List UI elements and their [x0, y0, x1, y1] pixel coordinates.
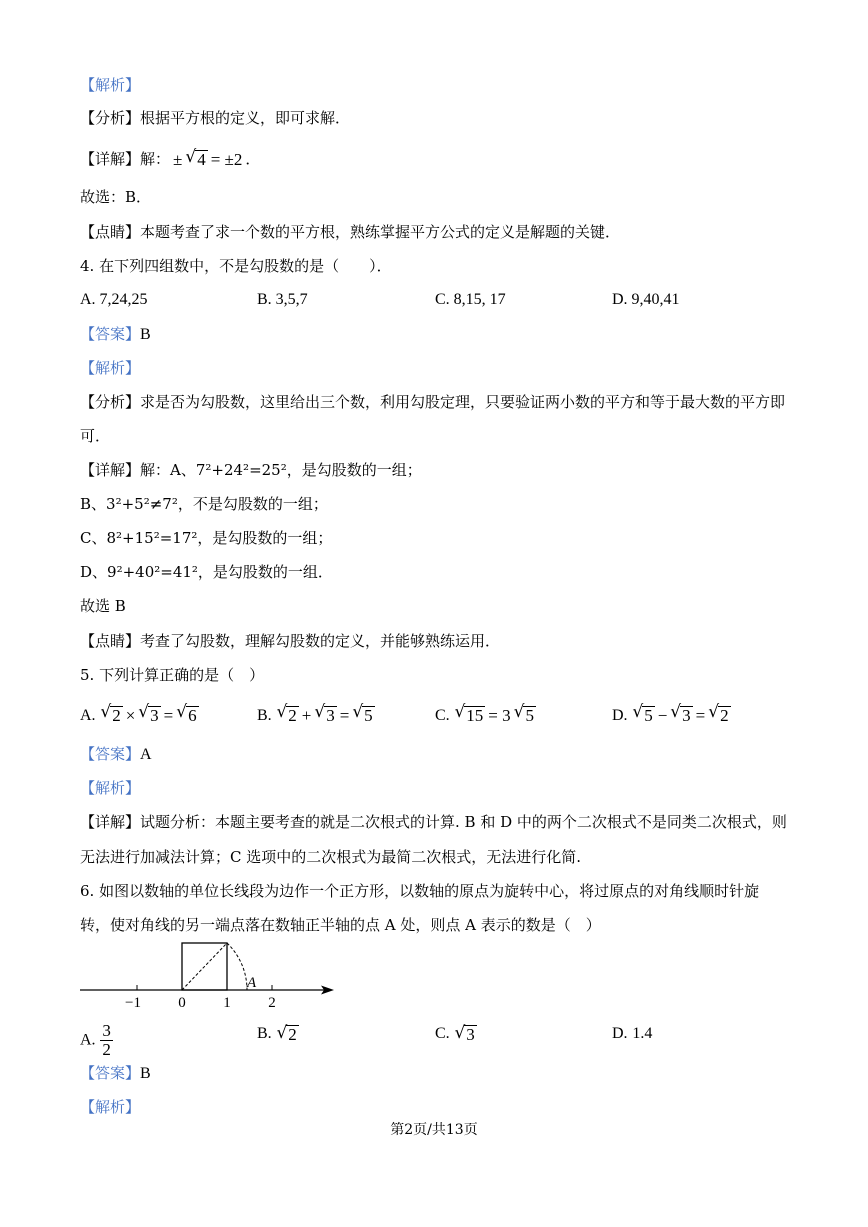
sqrt-expression	[454, 1023, 476, 1046]
option-label: A.	[80, 1031, 96, 1049]
option-label: A.	[80, 707, 96, 724]
sqrt-expression	[176, 702, 198, 730]
fenxi-text: 根据平方根的定义，即可求解．	[140, 109, 351, 127]
remark-tag: 【点睛】	[80, 223, 141, 241]
sqrt-expression	[276, 702, 298, 730]
q6-stem-text: 转，使对角线的另一端点落在数轴正半轴的点 A 处，则点 A 表示的数是（ ）	[80, 916, 601, 934]
q4-stem	[80, 255, 392, 277]
q5-option-d	[612, 701, 731, 730]
remark-line	[80, 221, 620, 243]
sqrt-expression	[708, 702, 730, 730]
q6-option-d	[612, 1022, 652, 1045]
sqrt-expression	[352, 702, 374, 730]
q6-options	[0, 1021, 868, 1059]
denominator: 2	[102, 1040, 111, 1059]
sqrt-expression	[670, 702, 692, 730]
q4-answer	[80, 323, 151, 345]
remark-tag: 【点睛】	[80, 632, 141, 650]
result-expression: = ±2	[210, 150, 243, 169]
q6-option-b	[257, 1022, 299, 1046]
diagonal-dashed-line	[182, 943, 227, 990]
q4-remark-line	[80, 630, 500, 652]
radical-sign: √	[352, 702, 364, 722]
radicand: 2	[720, 706, 729, 725]
sqrt-expression	[632, 702, 654, 730]
fenxi-tag: 【分析】	[80, 109, 141, 127]
option-label: D.	[612, 1025, 628, 1042]
sqrt-expression	[276, 1023, 298, 1046]
q6-analysis-heading	[80, 1096, 140, 1118]
sqrt-expression	[100, 702, 122, 730]
radical-sign: √	[454, 702, 466, 722]
fenxi-tag: 【分析】	[80, 393, 141, 411]
detail-text: 无法进行加减法计算；C 选项中的二次根式为最简二次根式，无法进行化简.	[80, 848, 582, 866]
option-label: C.	[435, 1025, 450, 1042]
q5-detail-line-2	[80, 846, 581, 868]
q4-detail-line-3	[80, 527, 332, 549]
radical-sign: √	[670, 702, 682, 722]
sqrt-expression	[138, 702, 160, 730]
plus-minus-sign: ±	[173, 150, 183, 169]
answer-tag: 【答案】	[80, 745, 141, 763]
q5-option-b	[257, 701, 375, 730]
sentence-end: ．	[245, 150, 261, 168]
answer-value: B	[140, 1065, 151, 1082]
q6-option-a	[80, 1022, 113, 1059]
answer-value: A	[140, 746, 152, 763]
q4-fenxi-line-1	[80, 391, 785, 413]
operator: +	[301, 706, 312, 725]
radical-sign: √	[454, 1022, 466, 1043]
radicand: 3	[326, 706, 335, 725]
tick-label-1: 1	[223, 995, 231, 1011]
radicand: 2	[288, 1024, 297, 1044]
answer-value: B	[140, 326, 151, 343]
radicand: 5	[364, 706, 373, 725]
q4-stem-text: 4. 在下列四组数中，不是勾股数的是（ ）．	[80, 257, 392, 275]
sqrt-expression	[314, 702, 336, 730]
q5-option-c	[435, 701, 536, 730]
numerator: 3	[102, 1021, 111, 1040]
radical-sign: √	[708, 702, 720, 722]
analysis-heading	[80, 74, 140, 96]
tick-label-neg1: −1	[125, 995, 141, 1011]
radicand: 2	[112, 706, 121, 725]
q4-detail-line-1	[80, 459, 422, 481]
radical-sign: √	[276, 702, 288, 722]
q4-analysis-heading	[80, 357, 140, 379]
option-label: D.	[612, 707, 628, 724]
q4-choose-line	[80, 595, 126, 617]
q5-options	[0, 701, 868, 729]
analysis-tag: 【解析】	[80, 1098, 141, 1116]
q4-options	[0, 289, 868, 311]
radicand: 2	[288, 706, 297, 725]
q5-stem-text: 5. 下列计算正确的是（ ）	[80, 666, 265, 684]
page-number: 第2页/共13页	[390, 1122, 478, 1138]
fraction	[100, 1022, 113, 1059]
radicand: 4	[197, 150, 206, 169]
sqrt-expression	[454, 702, 485, 730]
choose-text: 故选：B．	[80, 188, 152, 206]
detail-text: 解：A、7²+24²=25²，是勾股数的一组；	[140, 461, 422, 479]
detail-text: 试题分析：本题主要考查的就是二次根式的计算. B 和 D 中的两个二次根式不是同类二次根式，则	[140, 813, 787, 831]
q4-option-d: D. 9,40,41	[612, 291, 680, 308]
detail-text: D、9²+40²=41²，是勾股数的一组．	[80, 563, 333, 581]
radical-sign: √	[276, 1022, 288, 1043]
q5-detail-line-1	[80, 811, 787, 833]
radical-sign: √	[314, 702, 326, 722]
radical-sign: √	[176, 702, 188, 722]
operator: =	[339, 706, 350, 725]
radicand: 3	[466, 1024, 475, 1044]
answer-tag: 【答案】	[80, 325, 141, 343]
radicand: 3	[150, 706, 159, 725]
q4-option-c: C. 8,15, 17	[435, 291, 506, 308]
radicand: 3	[682, 706, 691, 725]
remark-text: 本题考查了求一个数的平方根，熟练掌握平方公式的定义是解题的关键．	[140, 223, 621, 241]
option-label: B.	[257, 707, 272, 724]
radical-sign: √	[632, 702, 644, 722]
q4-option-a: A. 7,24,25	[80, 291, 148, 308]
analysis-tag: 【解析】	[80, 779, 141, 797]
radical-sign: √	[185, 147, 197, 167]
tick-label-2: 2	[268, 995, 276, 1011]
option-value: 1.4	[632, 1025, 653, 1042]
fenxi-text: 求是否为勾股数，这里给出三个数，利用勾股定理，只要验证两小数的平方和等于最大数的平方即	[140, 393, 786, 411]
q6-option-c	[435, 1022, 477, 1046]
operator: =	[695, 706, 706, 725]
analysis-tag: 【解析】	[80, 76, 141, 94]
radicand: 5	[525, 706, 534, 725]
choose-text: 故选 B	[80, 597, 126, 615]
q5-analysis-heading	[80, 777, 140, 799]
q4-detail-line-4	[80, 561, 333, 583]
detail-tag: 【详解】	[80, 150, 141, 168]
choose-line	[80, 186, 151, 208]
fenxi-text: 可．	[80, 427, 111, 445]
sqrt-expression	[185, 147, 207, 173]
q5-answer	[80, 743, 152, 765]
radicand: 6	[188, 706, 197, 725]
number-line-figure	[0, 930, 360, 1020]
radicand: 15	[466, 706, 484, 725]
q6-answer	[80, 1062, 151, 1084]
analysis-tag: 【解析】	[80, 359, 141, 377]
operator: −	[657, 706, 668, 725]
option-label: B.	[257, 1025, 272, 1042]
analysis-fenxi-line	[80, 107, 350, 129]
option-label: C.	[435, 707, 450, 724]
q5-stem	[80, 664, 264, 686]
q4-fenxi-line-2	[80, 425, 110, 447]
radicand: 5	[644, 706, 653, 725]
detail-prefix: 解：	[140, 150, 171, 168]
q6-stem-text: 6. 如图以数轴的单位长线段为边作一个正方形，以数轴的原点为旋转中心，将过原点的对角线顺时针旋	[80, 882, 760, 900]
q4-option-b: B. 3,5,7	[257, 291, 308, 308]
rotation-arc	[227, 943, 247, 990]
detail-text: B、3²+5²≠7²，不是勾股数的一组；	[80, 495, 328, 513]
q4-detail-line-2	[80, 493, 328, 515]
detail-line	[80, 146, 260, 172]
detail-tag: 【详解】	[80, 461, 141, 479]
radical-sign: √	[513, 702, 525, 722]
page-footer	[0, 1119, 868, 1139]
q6-stem-line-1	[80, 880, 759, 902]
radical-sign: √	[100, 702, 112, 722]
operator: =	[163, 706, 174, 725]
point-a-label: A	[247, 975, 257, 991]
detail-text: C、8²+15²=17²，是勾股数的一组；	[80, 529, 333, 547]
sqrt-expression	[514, 702, 536, 730]
operator: = 3	[488, 706, 511, 725]
answer-tag: 【答案】	[80, 1064, 141, 1082]
q5-option-a	[80, 701, 199, 730]
detail-tag: 【详解】	[80, 813, 141, 831]
operator: ×	[125, 706, 136, 725]
tick-label-0: 0	[178, 995, 186, 1011]
radical-sign: √	[138, 702, 150, 722]
remark-text: 考查了勾股数，理解勾股数的定义，并能够熟练运用．	[140, 632, 501, 650]
